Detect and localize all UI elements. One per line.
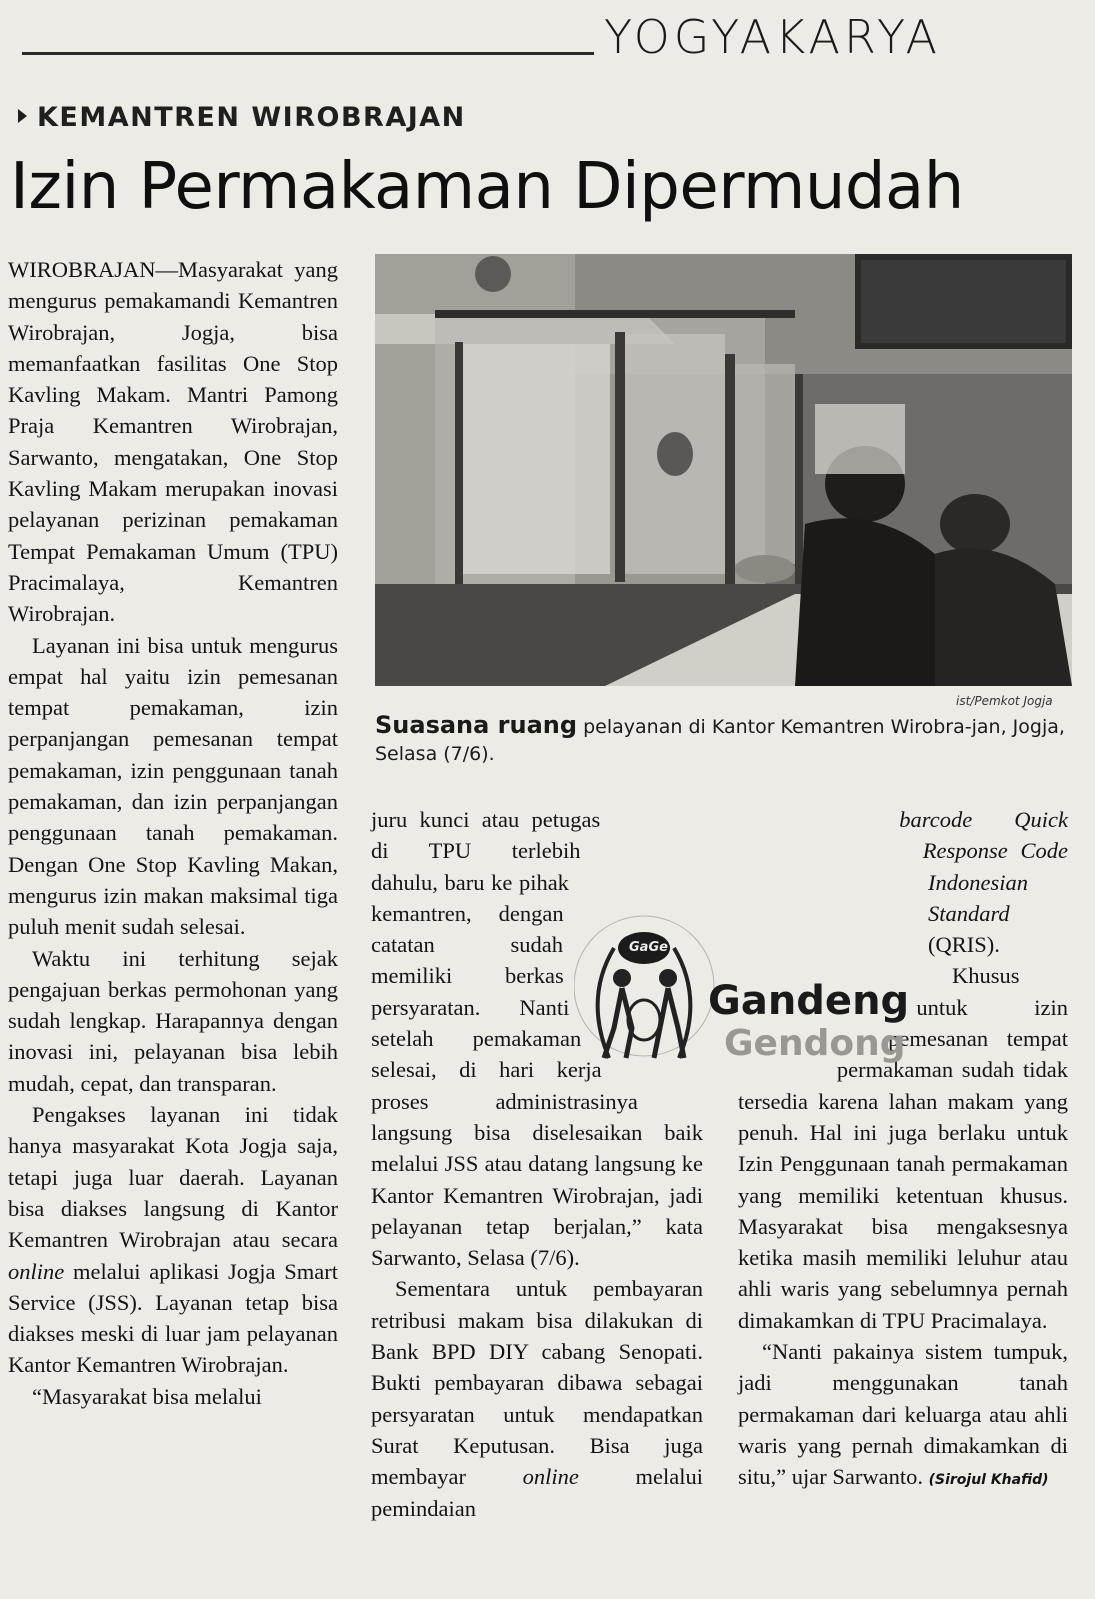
paragraph: Sementara untuk pembayaran retribusi makam bisa dilakukan di Bank BPD DIY cabang Senopati. Bukti pembayaran dibawa sebagai persyaratan untuk mendapatkan Surat Keputusan. Bisa juga membayar online melalui pemindaian bbox=[371, 1276, 703, 1521]
paragraph: “Masyarakat bisa melalui bbox=[32, 1383, 262, 1409]
rubric-label: KEMANTREN WIROBRAJAN bbox=[37, 102, 466, 133]
rubric-arrow-icon bbox=[18, 109, 27, 123]
article-column-1 bbox=[8, 254, 338, 1412]
byline: (Sirojul Khafid) bbox=[928, 1472, 1049, 1489]
paragraph: Layanan ini bisa untuk mengurus empat hal yaitu izin pemesanan tempat pemakaman, izin perpanjangan pemesanan tempat pemakaman, izin penggunaan tanah pemakaman, dan izin perpanjangan penggunaan tanah pemakaman. Dengan One Stop Kavling Makan, mengurus izin makan maksimal tiga puluh menit sudah selesai. bbox=[8, 632, 338, 940]
paragraph: Khusus untuk izin pemesanan tempat permakaman sudah tidak tersedia karena lahan makam yang penuh. Hal ini juga berlaku untuk Izin Penggunaan tanah permakaman yang memiliki ketentuan khusus. Masyarakat bisa mengaksesnya ketika masih memiliki leluhur atau ahli waris yang sebelumnya pernah dimakamkan di TPU Pracimalaya. bbox=[738, 963, 1068, 1333]
logo-line-2: Gendong bbox=[724, 1023, 906, 1064]
section-rubric bbox=[18, 102, 466, 133]
paragraph: Waktu ini terhitung sejak pengajuan berkas permohonan yang sudah lengkap. Harapannya dengan inovasi ini, pelayanan bisa lebih mudah, cepat, dan transparan. bbox=[8, 945, 338, 1096]
article-photo bbox=[375, 254, 1072, 686]
photo-caption bbox=[375, 712, 1072, 768]
masthead: YOGYAKARYA bbox=[604, 10, 941, 64]
service-counter-photo bbox=[375, 254, 1072, 686]
photo-credit: ist/Pemkot Jogja bbox=[956, 694, 1053, 708]
caption-lead: Suasana ruang bbox=[375, 711, 578, 739]
caption-text: pelayanan di Kantor Kemantren Wirobra-jan, Jogja, Selasa (7/6). bbox=[375, 716, 1065, 765]
logo-badge: GaGe bbox=[629, 940, 668, 955]
paragraph: WIROBRAJAN—Masyarakat yang mengurus pemakamandi Kemantren Wirobrajan, Jogja, bisa memanfaatkan fasilitas One Stop Kavling Makam. Mantri Pamong Praja Kemantren Wirobrajan, Sarwanto, mengatakan, One Stop Kavling Makam merupakan inovasi pelayanan perizinan pemakaman Tempat Pemakaman Umum (TPU) Pracimalaya, Kemantren Wirobrajan. bbox=[8, 257, 338, 627]
paragraph: “Nanti pakainya sistem tumpuk, jadi menggunakan tanah permakaman dari keluarga atau ahli waris yang pernah dimakamkan di situ,” ujar Sarwanto. (Sirojul Khafid) bbox=[738, 1339, 1068, 1490]
gandeng-gendong-logo bbox=[574, 908, 910, 1068]
logo-line-1: Gandeng bbox=[708, 978, 910, 1024]
headline: Izin Permakaman Dipermudah bbox=[10, 150, 964, 224]
paragraph: barcode Quick Response Code Indonesian Standard (QRIS). bbox=[899, 807, 1068, 958]
paragraph: juru kunci atau petugas di TPU terlebih dahulu, baru ke pihak kemantren, dengan catatan sudah memiliki berkas persyaratan. Nanti setelah pemakaman selesai, di hari kerja proses administrasinya langsung bisa diselesaikan baik melalui JSS atau datang langsung ke Kantor Kemantren Wirobrajan, jadi pelayanan tetap berjalan,” kata Sarwanto, Selasa (7/6). bbox=[371, 807, 703, 1271]
paragraph: Pengakses layanan ini tidak hanya masyarakat Kota Jogja saja, tetapi juga luar daerah. Layanan bisa diakses langsung di Kantor Kemantren Wirobrajan atau secara online melalui aplikasi Jogja Smart Service (JSS). Layanan tetap bisa diakses meski di luar jam pelayanan Kantor Kemantren Wirobrajan. bbox=[8, 1102, 338, 1378]
header-rule bbox=[22, 52, 594, 55]
